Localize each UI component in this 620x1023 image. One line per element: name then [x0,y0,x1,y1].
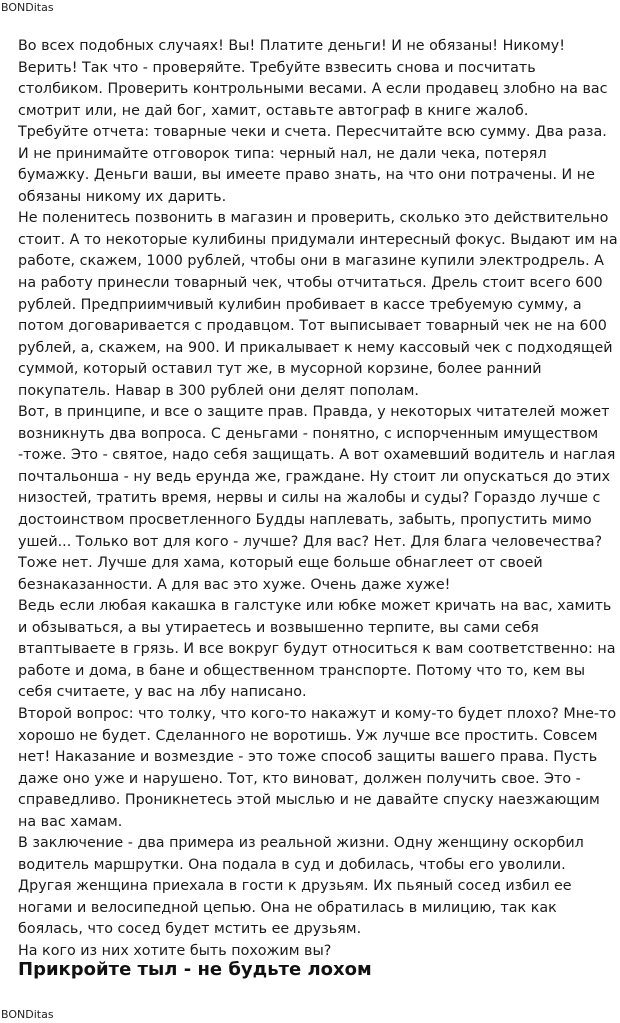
page-header-label: BONDitas [1,1,54,14]
paragraph: Ведь если любая какашка в галстуке или юбке может кричать на вас, хамить и обзываться, а вы утираетесь и возвышенно терпите, вы сами себя втаптываете в грязь. И все вокруг будут относиться к вам соответственно: на работе и дома, в бане и общественном транспорте. Потому что то, кем вы себя считаете, у вас на лбу написано. [18,598,616,701]
paragraph: В заключение - два примера из реальной жизни. Одну женщину оскорбил водитель маршрутки. Она подала в суд и добилась, чтобы его уволили. Другая женщина приехала в гости к друзьям. Их пьяный сосед избил ее ногами и велосипедной цепью. Она не обратилась в милицию, так как боялась, что сосед будет мстить ее друзьям. [18,835,584,938]
paragraph: Требуйте отчета: товарные чеки и счета. Пересчитайте всю сумму. Два раза. И не принимайте отговорок типа: черный нал, не дали чека, потерял бумажку. Деньги ваши, вы имеете право знать, на что они потрачены. И не обязаны никому их дарить. [18,124,607,205]
page-footer-label: BONDitas [1,1008,54,1021]
paragraph: Не поленитесь позвонить в магазин и проверить, сколько это действительно стоит. А то некоторые кулибины придумали интересный фокус. Выдают им на работе, скажем, 1000 рублей, чтобы они в магазине купили электродрель. А на работу принесли товарный чек, чтобы отчитаться. Дрель стоит всего 600 рублей. Предприимчивый кулибин пробивает в кассе требуемую сумму, а потом договаривается с продавцом. Тот выписывает товарный чек не на 600 рублей, а, скажем, на 900. И прикалывает к нему кассовый чек с подходящей суммой, который оставил тут же, в мусорной корзине, более ранний покупатель. Навар в 300 рублей они делят пополам. [18,210,618,399]
body-text [18,36,618,963]
section-heading: Прикройте тыл - не будьте лохом [18,959,372,980]
paragraph: Второй вопрос: что толку, что кого-то накажут и кому-то будет плохо? Мне-то хорошо не будет. Сделанного не воротишь. Уж лучше все простить. Совсем нет! Наказание и возмездие - это тоже способ защиты вашего права. Пусть даже оно уже и нарушено. Тот, кто виноват, должен получить свое. Это - справедливо. Проникнетесь этой мыслью и не давайте спуску наезжающим на вас хамам. [18,705,617,830]
paragraph: На кого из них хотите быть похожим вы? [18,942,332,959]
paragraph: Во всех подобных случаях! Вы! Платите деньги! И не обязаны! Никому! Верить! Так что - проверяйте. Требуйте взвесить снова и посчитать столбиком. Проверить контрольными весами. А если продавец злобно на вас смотрит или, не дай бог, хамит, оставьте автограф в книге жалоб. [18,38,608,119]
paragraph: Вот, в принципе, и все о защите прав. Правда, у некоторых читателей может возникнуть два вопроса. С деньгами - понятно, с испорченным имуществом -тоже. Это - святое, надо себя защищать. А вот охамевший водитель и наглая почтальонша - ну ведь ерунда же, граждане. Ну стоит ли опускаться до этих низостей, тратить время, нервы и силы на жалобы и суды? Гораздо лучше с достоинством просветленного Будды наплевать, забыть, пропустить мимо ушей... Только вот для кого - лучше? Для вас? Нет. Для блага человечества? Тоже нет. Лучше для хама, который еще больше обнаглеет от своей безнаказанности. А для вас это хуже. Очень даже хуже! [18,404,616,593]
